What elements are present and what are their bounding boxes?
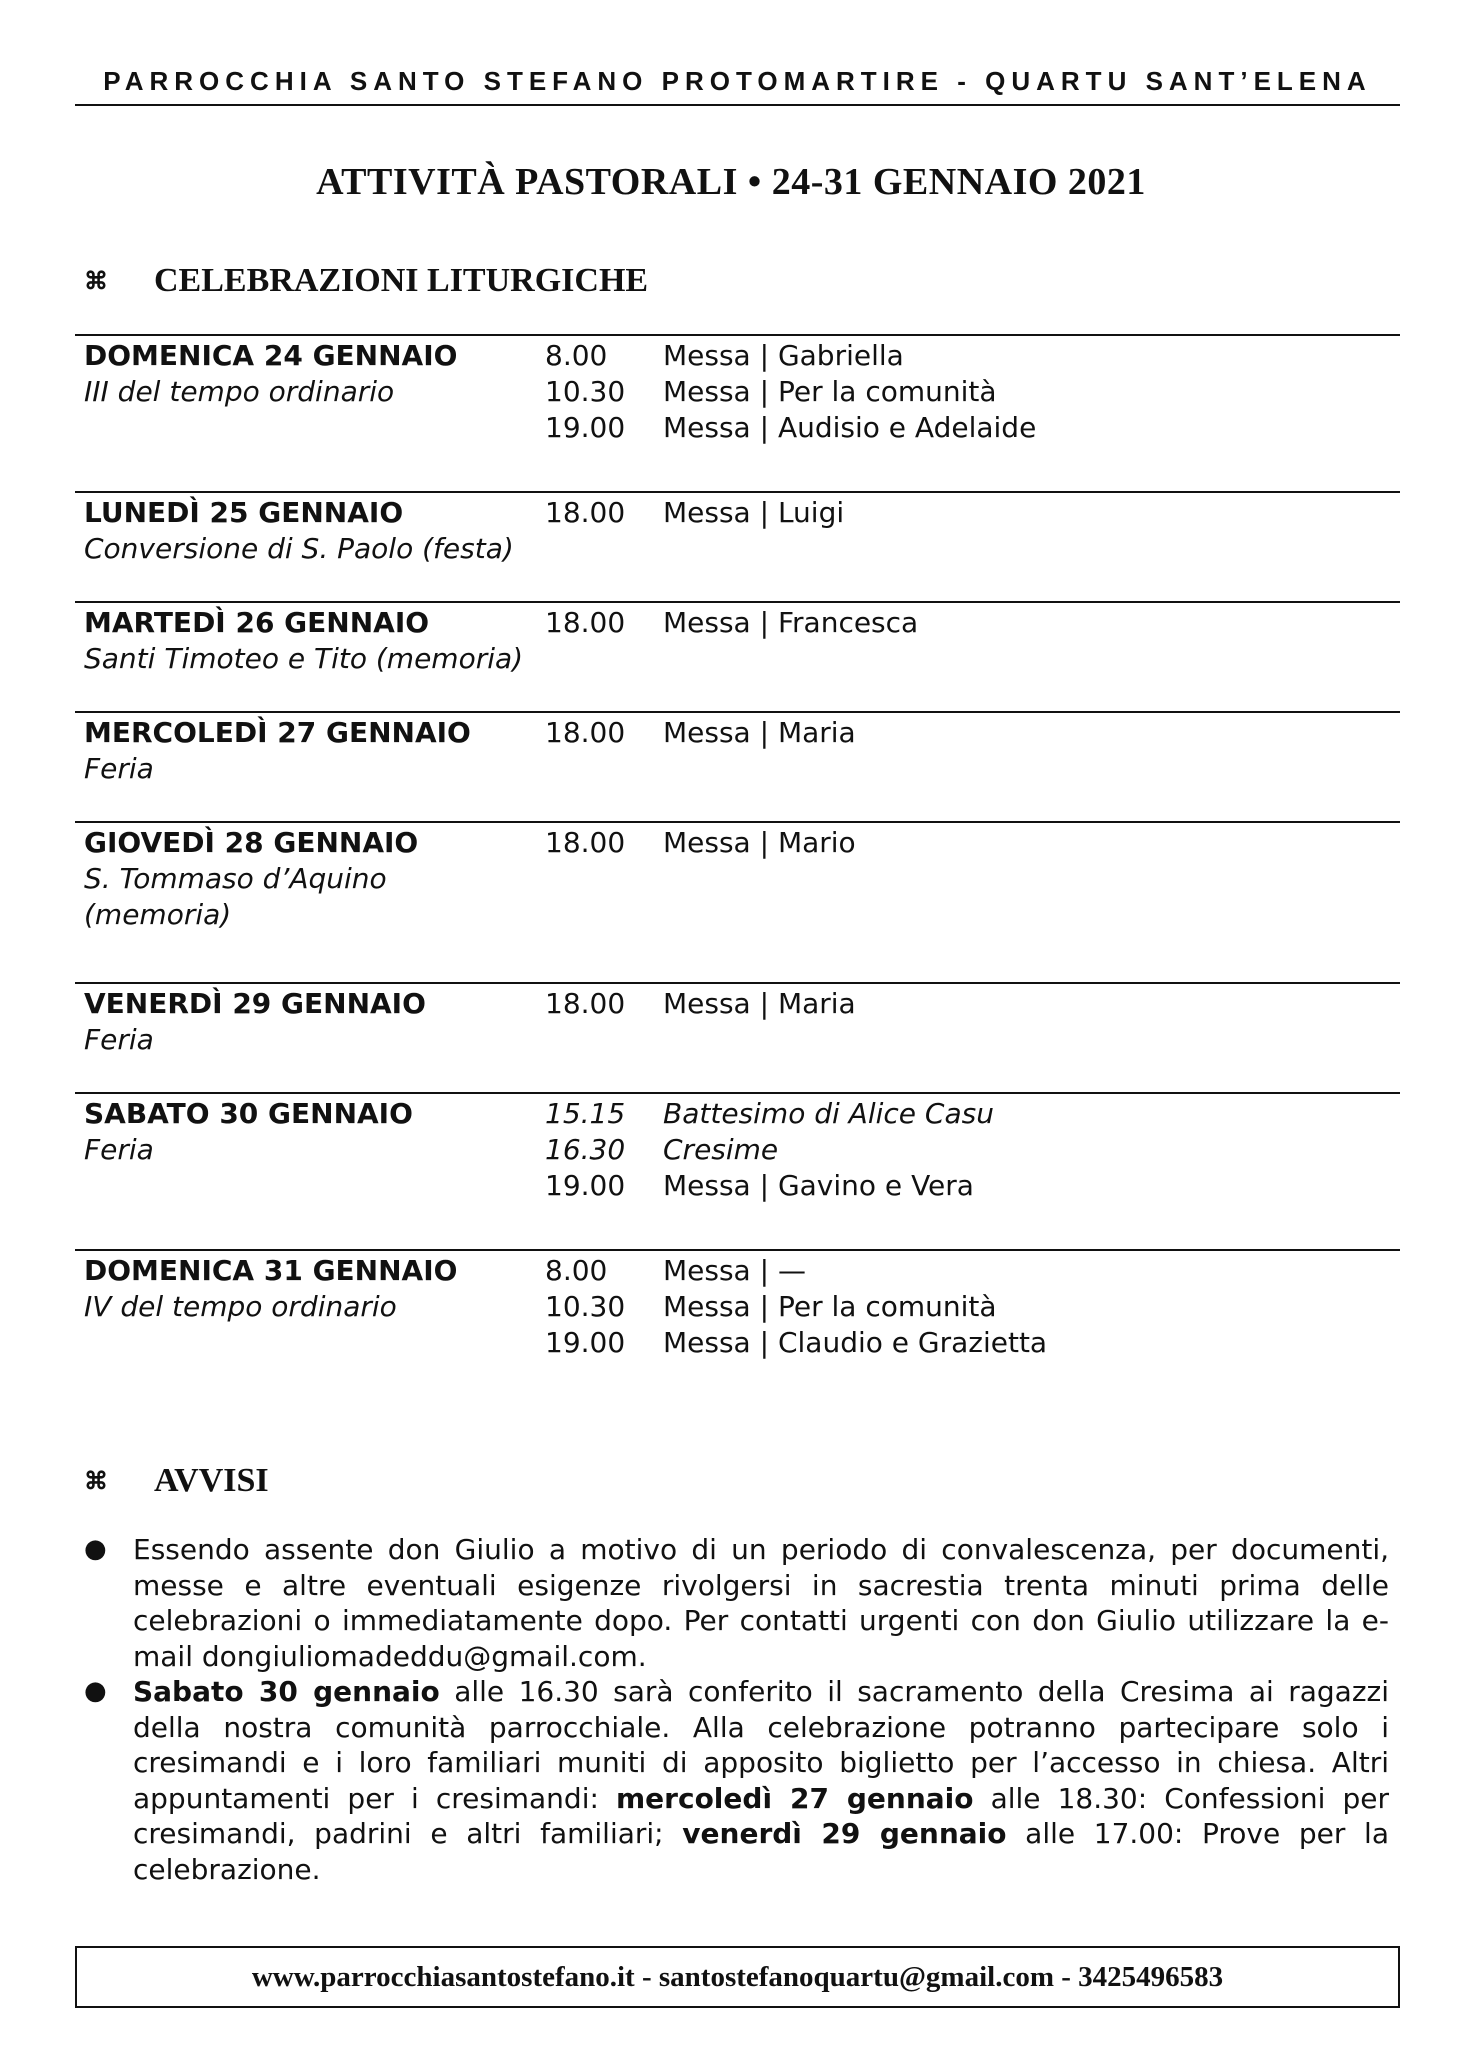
schedule-entry bbox=[545, 338, 1036, 374]
day-info bbox=[84, 338, 544, 410]
entry-description: Messa | Audisio e Adelaide bbox=[663, 411, 1037, 444]
entry-description: Messa | Per la comunità bbox=[663, 375, 997, 408]
avvisi-list-container bbox=[84, 1532, 1389, 1887]
entry-time: 19.00 bbox=[545, 1169, 626, 1202]
day-info bbox=[84, 1253, 544, 1325]
day-liturgical-note: Feria bbox=[84, 1133, 154, 1166]
entry-time: 18.00 bbox=[545, 716, 626, 749]
entry-description: Messa | Mario bbox=[663, 826, 856, 859]
schedule-entry bbox=[545, 986, 856, 1022]
bullet-icon: ● bbox=[84, 1534, 107, 1564]
entry-time: 8.00 bbox=[545, 1254, 608, 1287]
day-name: MERCOLEDÌ 27 GENNAIO bbox=[84, 716, 471, 749]
day-name: MARTEDÌ 26 GENNAIO bbox=[84, 606, 430, 639]
day-info bbox=[84, 986, 544, 1058]
entry-time: 18.00 bbox=[545, 606, 626, 639]
day-liturgical-note: Feria bbox=[84, 752, 154, 785]
schedule-day-row bbox=[75, 821, 1400, 982]
day-name: DOMENICA 31 GENNAIO bbox=[84, 1254, 458, 1287]
avviso-highlight: Sabato 30 gennaio bbox=[133, 1675, 440, 1708]
schedule-day-row bbox=[75, 1249, 1400, 1373]
avviso-highlight: venerdì 29 gennaio bbox=[682, 1817, 1007, 1850]
entry-description: Messa | Maria bbox=[663, 987, 856, 1020]
day-liturgical-note: III del tempo ordinario bbox=[84, 375, 395, 408]
schedule-entry bbox=[545, 1289, 1047, 1325]
day-liturgical-note: S. Tommaso d’Aquino bbox=[84, 862, 387, 895]
entry-time: 18.00 bbox=[545, 826, 626, 859]
entry-description: Messa | Gavino e Vera bbox=[663, 1169, 974, 1202]
day-info bbox=[84, 825, 544, 933]
day-name: VENERDÌ 29 GENNAIO bbox=[84, 987, 426, 1020]
day-info bbox=[84, 715, 544, 787]
schedule-entry bbox=[545, 715, 856, 751]
day-entries bbox=[545, 495, 844, 531]
day-name: LUNEDÌ 25 GENNAIO bbox=[84, 496, 404, 529]
day-entries bbox=[545, 715, 856, 751]
day-entries bbox=[545, 338, 1036, 446]
day-entries bbox=[545, 986, 856, 1022]
parish-header: PARROCCHIA SANTO STEFANO PROTOMARTIRE - QUARTU SANT’ELENA bbox=[103, 66, 1372, 96]
day-info bbox=[84, 605, 544, 677]
entry-description: Messa | Maria bbox=[663, 716, 856, 749]
celebrazioni-heading-label: CELEBRAZIONI LITURGICHE bbox=[154, 262, 649, 299]
day-info bbox=[84, 1096, 544, 1168]
schedule-entry bbox=[545, 410, 1036, 446]
day-liturgical-note: Feria bbox=[84, 1023, 154, 1056]
footer-contacts bbox=[75, 1946, 1400, 2008]
schedule-entry bbox=[545, 825, 856, 861]
bullet-icon: ● bbox=[84, 1676, 107, 1706]
entry-time: 19.00 bbox=[545, 1326, 626, 1359]
avviso-text: alle 16.30 sarà conferito il sacramento della Cresima ai ragazzi della nostra comunità parrocchiale. Alla celebrazione potranno partecipare solo i cresimandi e i loro familiari muniti di apposito biglietto per l’accesso in chiesa. Altri appuntamenti per i cresimandi: bbox=[133, 1675, 1389, 1815]
entry-description: Messa | — bbox=[663, 1254, 806, 1287]
entry-time: 8.00 bbox=[545, 339, 608, 372]
day-liturgical-note: Santi Timoteo e Tito (memoria) bbox=[84, 642, 524, 675]
entry-description: Messa | Luigi bbox=[663, 496, 845, 529]
schedule-day-row bbox=[75, 711, 1400, 821]
footer-contacts-text: www.parrocchiasantostefano.it - santostefanoquartu@gmail.com - 3425496583 bbox=[251, 1960, 1224, 1993]
schedule-entry bbox=[545, 374, 1036, 410]
entry-time: 18.00 bbox=[545, 987, 626, 1020]
entry-description: Messa | Gabriella bbox=[663, 339, 904, 372]
schedule-day-row bbox=[75, 982, 1400, 1092]
entry-time: 10.30 bbox=[545, 375, 626, 408]
schedule-entry bbox=[545, 1168, 994, 1204]
day-entries bbox=[545, 1253, 1047, 1361]
entry-description: Messa | Claudio e Grazietta bbox=[663, 1326, 1048, 1359]
entry-description: Messa | Per la comunità bbox=[663, 1290, 997, 1323]
entry-time: 18.00 bbox=[545, 496, 626, 529]
entry-time: 16.30 bbox=[545, 1133, 626, 1166]
schedule-day-row bbox=[75, 601, 1400, 711]
schedule-day-row bbox=[75, 334, 1400, 491]
day-liturgical-note: IV del tempo ordinario bbox=[84, 1290, 397, 1323]
avviso-text: alle 18.30: Confessioni per cresimandi, padrini e altri familiari; bbox=[133, 1781, 1389, 1850]
schedule-entry bbox=[545, 1325, 1047, 1361]
avviso-highlight: mercoledì 27 gennaio bbox=[616, 1781, 974, 1815]
avvisi-heading-label: AVVISI bbox=[154, 1462, 269, 1499]
entry-description: Messa | Francesca bbox=[663, 606, 919, 639]
entry-time: 15.15 bbox=[545, 1097, 626, 1130]
avviso-text: Essendo assente don Giulio a motivo di un periodo di convalescenza, per documenti, messe e altre eventuali esigenze rivolgersi in sacrestia trenta minuti prima delle celebrazioni o immediatamente dopo. Per contatti urgenti con don Giulio utilizzare la e-mail dongiuliomadeddu@gmail.com. bbox=[133, 1533, 1389, 1673]
day-info bbox=[84, 495, 544, 567]
avviso-item bbox=[84, 1532, 1389, 1674]
header-divider bbox=[75, 104, 1400, 106]
schedule-entry bbox=[545, 1132, 994, 1168]
fleuron-icon: ⌘ bbox=[84, 268, 108, 295]
day-name: DOMENICA 24 GENNAIO bbox=[84, 339, 458, 372]
schedule-entry bbox=[545, 1096, 994, 1132]
fleuron-icon: ⌘ bbox=[84, 1468, 108, 1495]
schedule-entry bbox=[545, 1253, 1047, 1289]
day-entries bbox=[545, 1096, 994, 1204]
day-name: GIOVEDÌ 28 GENNAIO bbox=[84, 826, 419, 859]
schedule-entry bbox=[545, 495, 844, 531]
avvisi-list bbox=[84, 1532, 1389, 1887]
day-entries bbox=[545, 825, 856, 861]
schedule-day-row bbox=[75, 1092, 1400, 1249]
day-liturgical-note: (memoria) bbox=[84, 898, 232, 931]
day-liturgical-note: Conversione di S. Paolo (festa) bbox=[84, 532, 514, 565]
entry-description: Battesimo di Alice Casu bbox=[663, 1097, 994, 1130]
entry-time: 19.00 bbox=[545, 411, 626, 444]
avvisi-heading bbox=[84, 1462, 269, 1500]
entry-description: Cresime bbox=[663, 1133, 779, 1166]
avviso-text: alle 17.00: Prove per la celebrazione. bbox=[133, 1817, 1389, 1886]
schedule-day-row bbox=[75, 491, 1400, 601]
page-title: ATTIVITÀ PASTORALI • 24-31 GENNAIO 2021 bbox=[316, 161, 1146, 203]
day-name: SABATO 30 GENNAIO bbox=[84, 1097, 413, 1130]
avviso-item bbox=[84, 1674, 1389, 1887]
schedule-table bbox=[75, 334, 1400, 1373]
entry-time: 10.30 bbox=[545, 1290, 626, 1323]
day-entries bbox=[545, 605, 918, 641]
schedule-entry bbox=[545, 605, 918, 641]
celebrazioni-heading bbox=[84, 262, 648, 300]
